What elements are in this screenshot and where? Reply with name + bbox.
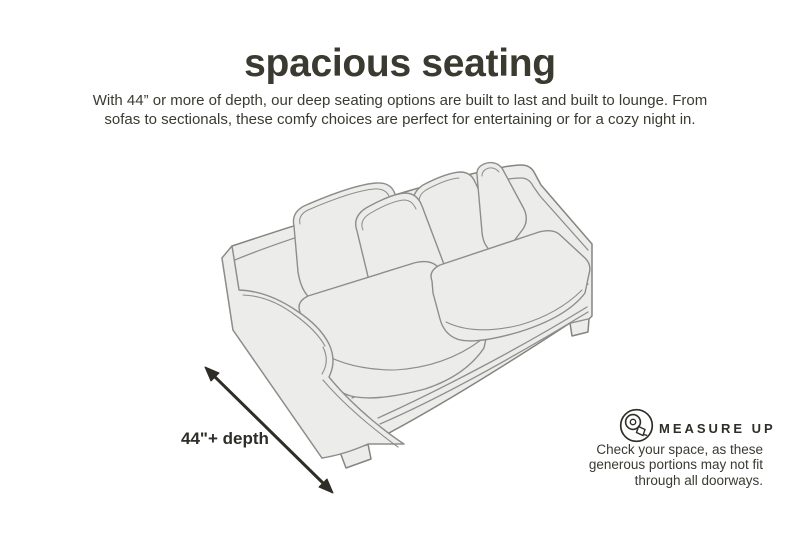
description-line: With 44” or more of depth, our deep seating options are built to last and built to lounge. From [92, 92, 708, 109]
measure-up-note-line: through all doorways. [634, 472, 763, 488]
description-line: sofas to sectionals, these comfy choices are perfect for entertaining or for a cozy night in. [104, 110, 696, 128]
tape-measure-icon [616, 405, 657, 446]
measure-up-heading: MEASURE UP [659, 421, 776, 436]
depth-dimension-label: 44"+ depth [181, 429, 269, 448]
measure-up-note-line: generous portions may not fit [588, 457, 763, 473]
measure-up-note-line: Check your space, as these [596, 442, 763, 457]
page-title: spacious seating [244, 42, 556, 85]
measure-up-note [563, 442, 763, 488]
